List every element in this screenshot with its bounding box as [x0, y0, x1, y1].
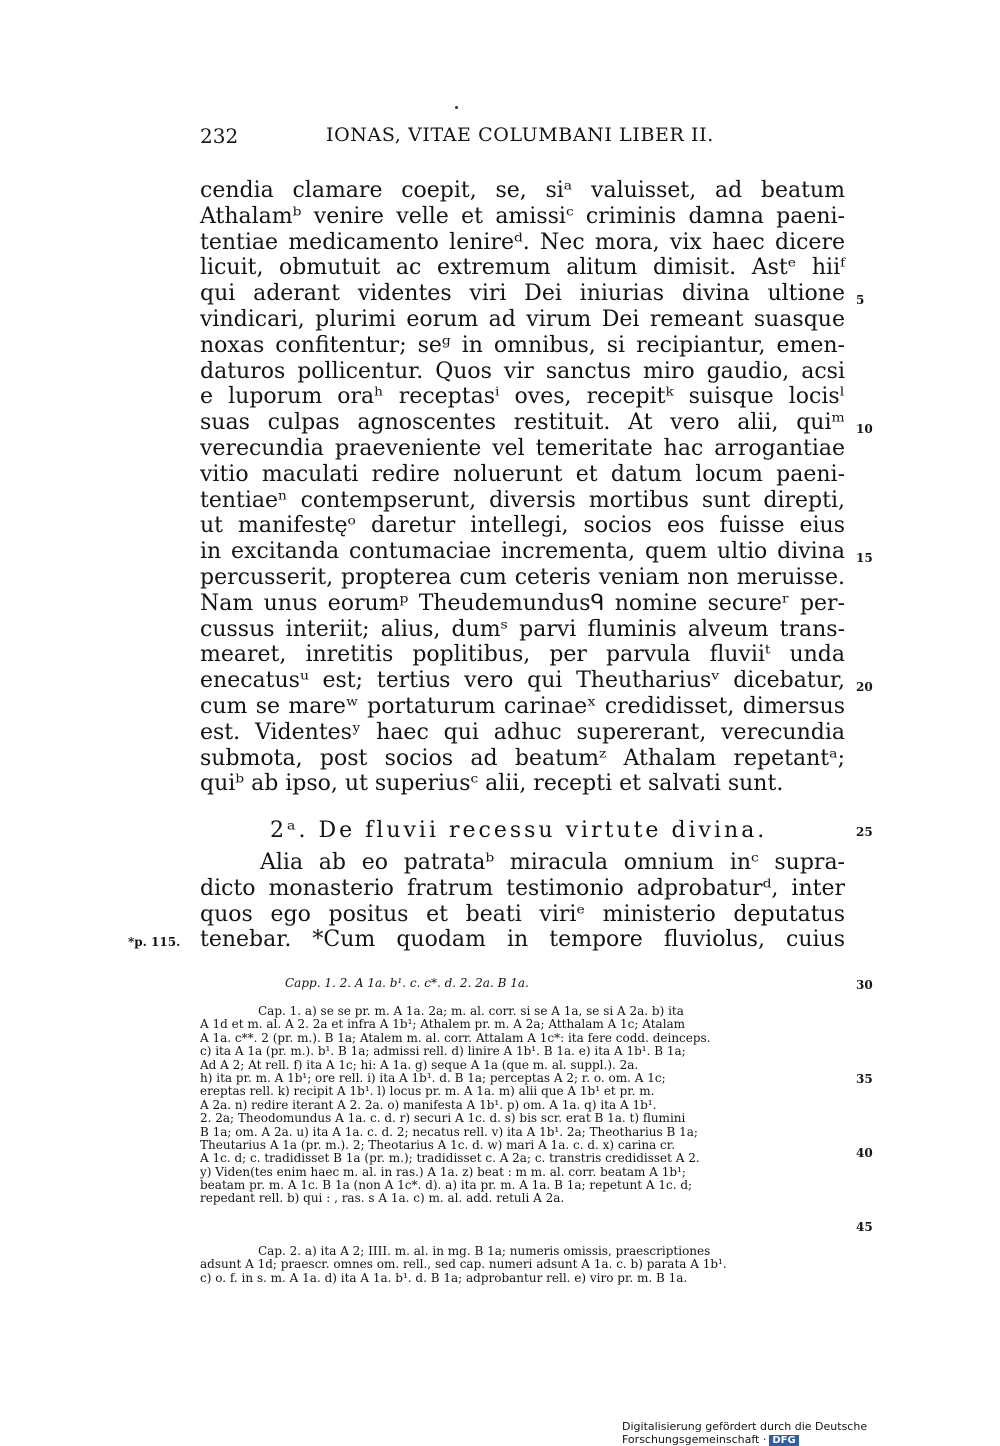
text-line: vindicari, plurimi eorum ad virum Dei remeant suasque [200, 306, 845, 332]
note-line: h) ita pr. m. A 1b¹; ore rell. i) ita A 1b¹. d. B 1a; perceptas A 2; r. o. om. A 1c; [200, 1071, 666, 1085]
note-line: Cap. 1. a) se se pr. m. A 1a. 2a; m. al. corr. si se A 1a, se si A 2a. b) ita [258, 1005, 684, 1018]
apparatus-cap2 [200, 1245, 845, 1285]
dfg-logo: DFG [769, 1435, 798, 1446]
text-line: Alia ab eo patrataᵇ miracula omnium inᶜ supra- [260, 850, 845, 875]
section-heading [270, 818, 767, 843]
section-title: De fluvii recessu virtute divina. [318, 818, 768, 843]
note-line: y) Viden(tes enim haec m. al. in ras.) A 1a. z) beat : m m. al. corr. beatam A 1b¹; [200, 1165, 686, 1179]
note-line: Theutarius A 1a (pr. m.). 2; Theotarius A 1c. d. w) mari A 1a. c. d. x) carina cr. [200, 1138, 676, 1152]
running-title: IONAS, VITAE COLUMBANI LIBER II. [326, 124, 714, 146]
text-line: suas culpas agnoscentes restituit. At vero alii, quiᵐ [200, 410, 845, 436]
text-line: cum se mareʷ portaturum carinaeˣ credidisset, dimersus [200, 693, 845, 719]
line-number: 10 [856, 422, 873, 436]
text-line: vitio maculati redire noluerunt et datum locum paeni- [200, 461, 845, 487]
speck-mark [455, 106, 458, 109]
section-text [200, 850, 845, 953]
line-number: 20 [856, 680, 873, 694]
text-line: enecatusᵘ est; tertius vero qui Theuthariusᵛ dicebatur, [200, 668, 845, 694]
line-number: 25 [856, 825, 873, 839]
note-line: B 1a; om. A 2a. u) ita A 1a. c. d. 2; necatus rell. v) ita A 1b¹. 2a; Theotharius B 1a; [200, 1125, 698, 1139]
note-line: Ad A 2; At rell. f) ita A 1c; hi: A 1a. g) seque A 1a (que m. al. suppl.). 2a. [200, 1058, 639, 1072]
text-line: verecundia praeveniente vel temeritate hac arrogantiae [200, 435, 845, 461]
page-number: 232 [200, 124, 239, 148]
note-line: A 2a. n) redire iterant A 2. 2a. o) manifesta A 1b¹. p) om. A 1a. q) ita A 1b¹. [200, 1098, 657, 1112]
note-line: repedant rell. b) qui : , ras. s A 1a. c) m. al. add. retuli A 2a. [200, 1192, 565, 1206]
line-number: 45 [856, 1220, 873, 1234]
note-line: A 1d et m. al. A 2. 2a et infra A 1b¹; Athalem pr. m. A 2a; Atthalam A 1c; Atalam [200, 1018, 686, 1032]
text-line: qui aderant videntes viri Dei iniurias divina ultione [200, 281, 845, 307]
text-line: quos ego positus et beati viriᵉ ministerio deputatus [200, 901, 845, 927]
text-line: ut manifestęᵒ daretur intellegi, socios eos fuisse eius [200, 513, 845, 539]
text-line: tentiae medicamento lenireᵈ. Nec mora, vix haec dicere [200, 229, 845, 255]
text-line: Nam unus eorumᵖ Theudemundusᑫ nomine secureʳ per- [200, 590, 845, 616]
main-text [200, 178, 845, 797]
note-line: ereptas rell. k) recipit A 1b¹. l) locus pr. m. A 1a. m) alii que A 1b¹ et pr. m. [200, 1085, 655, 1099]
page-header [200, 124, 720, 154]
digitization-credit [622, 1420, 1000, 1446]
credit-text: Digitalisierung gefördert durch die Deutsche Forschungsgemeinschaft · [622, 1420, 868, 1446]
text-line: licuit, obmutuit ac extremum alitum dimisit. Astᵉ hiiᶠ [200, 255, 845, 281]
text-line: mearet, inretitis poplitibus, per parvula fluviiᵗ unda [200, 642, 845, 668]
section-number: 2ᵃ. [270, 818, 309, 843]
note-line: adsunt A 1d; praescr. omnes om. rell., sed cap. numeri adsunt A 1a. c. b) parata A 1b¹. [200, 1258, 727, 1272]
note-line: beatam pr. m. A 1c. B 1a (non A 1c*. d). a) ita pr. m. A 1a. B 1a; repetunt A 1c. d; [200, 1179, 693, 1193]
line-number: 35 [856, 1072, 873, 1086]
text-line: dicto monasterio fratrum testimonio adprobaturᵈ, inter [200, 875, 845, 901]
note-line: Cap. 2. a) ita A 2; IIII. m. al. in mg. B 1a; numeris omissis, praescriptiones [258, 1245, 711, 1258]
note-line: c) ita A 1a (pr. m.). b¹. B 1a; admissi rell. d) linire A 1b¹. B 1a. e) ita A 1b¹. B 1a; [200, 1045, 686, 1059]
text-line: daturos pollicentur. Quos vir sanctus miro gaudio, acsi [200, 358, 845, 384]
page-reference: *p. 115. [128, 935, 181, 949]
text-line: percusserit, propterea cum ceteris veniam non meruisse. [200, 564, 845, 590]
text-line: tentiaeⁿ contempserunt, diversis mortibus sunt direpti, [200, 487, 845, 513]
text-line: noxas confitentur; seᵍ in omnibus, si recipiantur, emen- [200, 332, 845, 358]
text-line: submota, post socios ad beatumᶻ Athalam repetantᵃ; [200, 745, 845, 771]
text-line: cendia clamare coepit, se, siᵃ valuisset, ad beatum [200, 178, 845, 203]
line-number: 30 [856, 978, 873, 992]
line-number: 40 [856, 1146, 873, 1160]
text-line: quiᵇ ab ipso, ut superiusᶜ alii, recepti et salvati sunt. [200, 771, 784, 797]
note-line: c) o. f. in s. m. A 1a. d) ita A 1a. b¹. d. B 1a; adprobantur rell. e) viro pr. m. B 1a. [200, 1271, 688, 1285]
note-line: A 1a. c**. 2 (pr. m.). B 1a; Atalem m. al. corr. Attalam A 1c*: ita fere codd. deinceps. [200, 1031, 711, 1045]
text-line: tenebar. *Cum quodam in tempore fluviolus, cuius [200, 927, 845, 953]
apparatus-cap1 [200, 1005, 845, 1206]
note-line: 2. 2a; Theodomundus A 1a. c. d. r) securi A 1c. d. s) bis scr. erat B 1a. t) flumini [200, 1112, 686, 1126]
text-line: Athalamᵇ venire velle et amissiᶜ criminis damna paeni- [200, 203, 845, 229]
text-line: est. Videntesʸ haec qui adhuc supererant, verecundia [200, 719, 845, 745]
text-line: e luporum oraʰ receptasⁱ oves, recepitᵏ suisque locisˡ [200, 384, 845, 410]
line-number: 5 [856, 293, 865, 307]
note-line: A 1c. d; c. tradidisset B 1a (pr. m.); tradidisset c. A 2a; c. transtris credidisset A 2. [200, 1152, 700, 1166]
text-line: cussus interiit; alius, dumˢ parvi fluminis alveum trans- [200, 616, 845, 642]
sigla-line: Capp. 1. 2. A 1a. b¹. c. c*. d. 2. 2a. B 1a. [285, 976, 529, 990]
line-number: 15 [856, 551, 873, 565]
text-line: in excitanda contumaciae incrementa, quem ultio divina [200, 539, 845, 565]
